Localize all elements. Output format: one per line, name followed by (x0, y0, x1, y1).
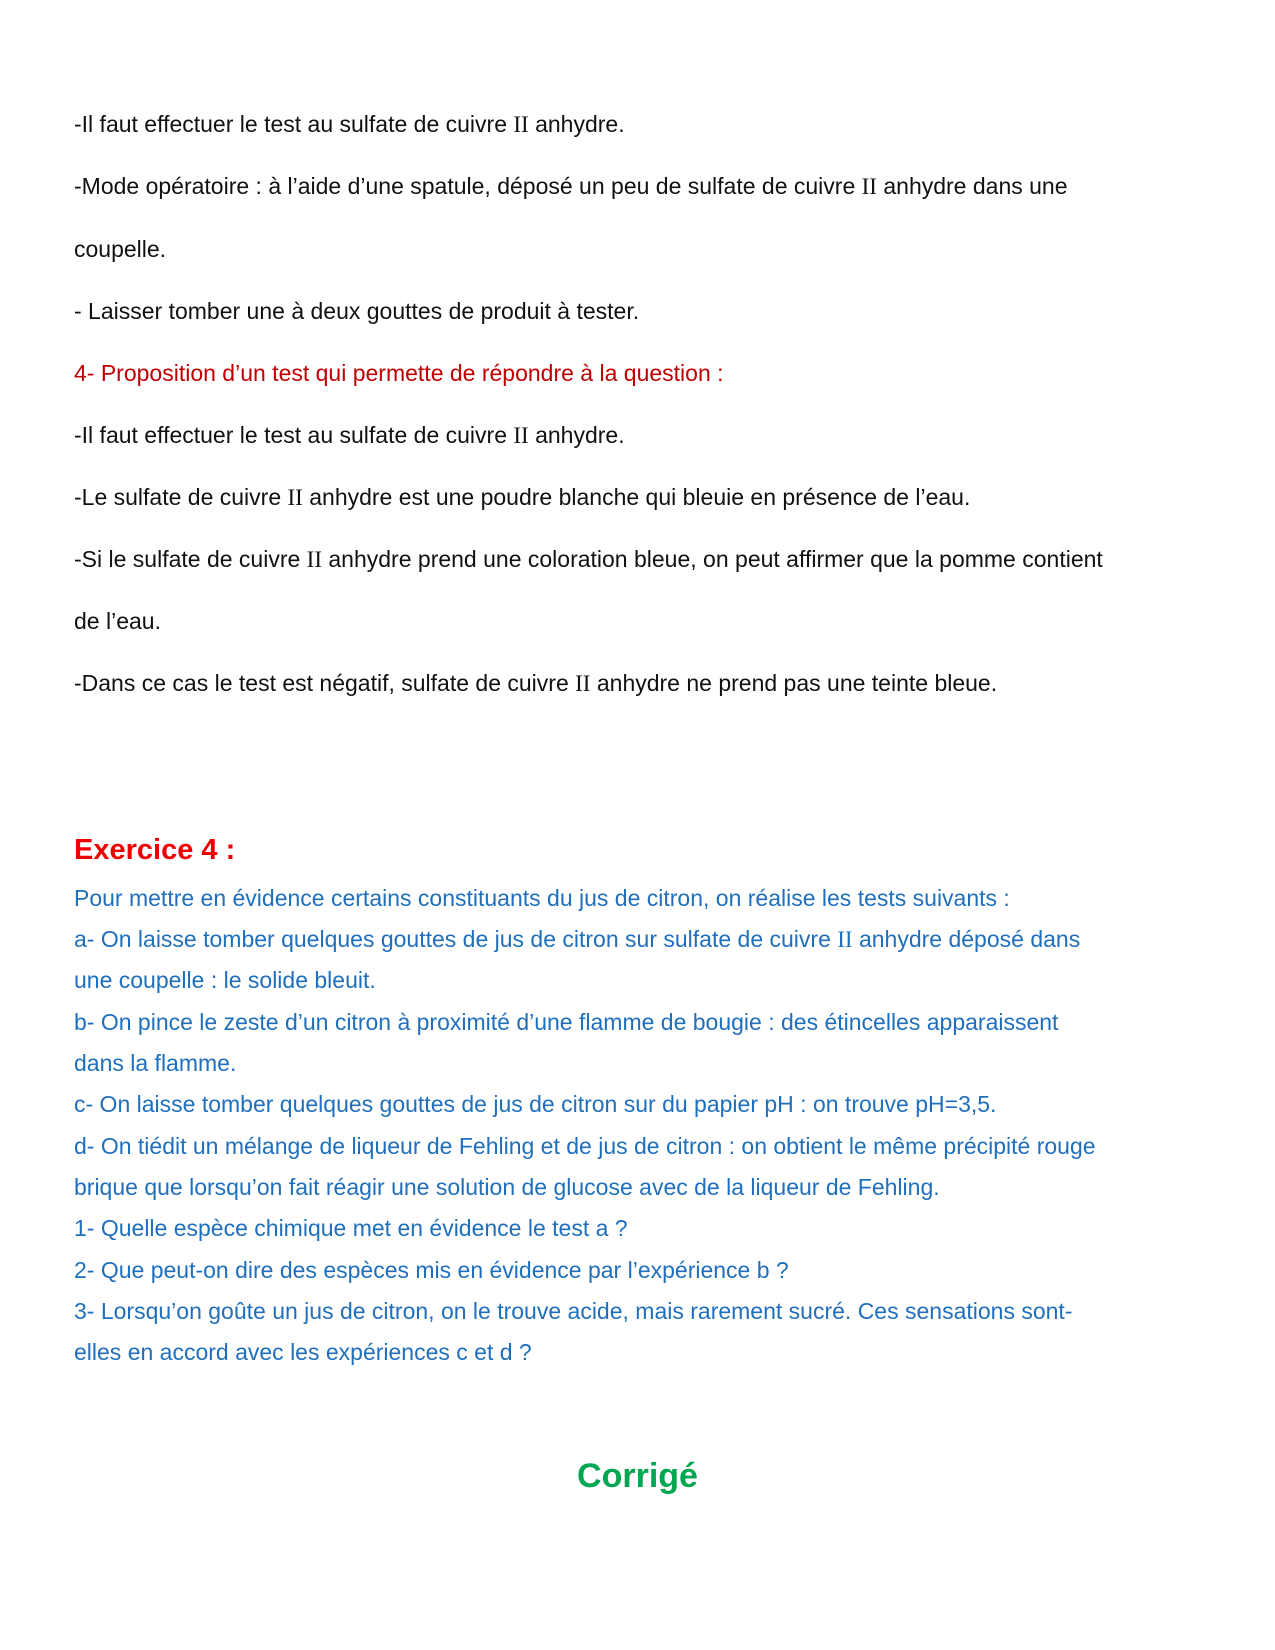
exercise-item-c: c- On laisse tomber quelques gouttes de jus de citron sur du papier pH : on trouve pH=3,5. (74, 1091, 997, 1117)
exercise-question-3-line2: elles en accord avec les expériences c et d ? (74, 1339, 532, 1365)
text-segment: -Le sulfate de cuivre (74, 484, 288, 510)
text-segment: anhydre déposé dans (852, 926, 1081, 952)
roman-numeral: II (287, 485, 303, 510)
exercise-item-d-line1: d- On tiédit un mélange de liqueur de Fehling et de jus de citron : on obtient le même précipité rouge (74, 1133, 1096, 1159)
exercise-item-b-line1: b- On pince le zeste d’un citron à proximité d’une flamme de bougie : des étincelles apparaissent (74, 1009, 1059, 1035)
text-line-coloration-bleue (74, 545, 1103, 574)
roman-numeral: II (306, 547, 322, 572)
exercise-item-d-line2: brique que lorsqu’on fait réagir une solution de glucose avec de la liqueur de Fehling. (74, 1174, 940, 1200)
text-segment: -Mode opératoire : à l’aide d’une spatule, déposé un peu de sulfate de cuivre (74, 173, 862, 199)
roman-numeral: II (861, 174, 877, 199)
text-line-test-sulfate-2 (74, 421, 625, 450)
text-segment: anhydre dans une (876, 173, 1068, 199)
text-segment: anhydre prend une coloration bleue, on peut affirmer que la pomme contient (322, 546, 1103, 572)
roman-numeral: II (513, 112, 529, 137)
text-segment: a- On laisse tomber quelques gouttes de jus de citron sur sulfate de cuivre (74, 926, 838, 952)
exercise-item-b-line2: dans la flamme. (74, 1050, 237, 1076)
text-segment: anhydre est une poudre blanche qui bleuie en présence de l’eau. (302, 484, 971, 510)
text-segment: anhydre ne prend pas une teinte bleue. (590, 670, 998, 696)
roman-numeral: II (837, 927, 853, 952)
text-segment: anhydre. (528, 111, 625, 137)
text-segment: -Il faut effectuer le test au sulfate de cuivre (74, 111, 514, 137)
text-line-test-sulfate (74, 110, 625, 139)
text-line-coupelle: coupelle. (74, 236, 167, 262)
text-segment: -Dans ce cas le test est négatif, sulfate de cuivre (74, 670, 576, 696)
text-line-laisser-tomber: - Laisser tomber une à deux gouttes de produit à tester. (74, 298, 640, 324)
exercise-question-3-line1: 3- Lorsqu’on goûte un jus de citron, on le trouve acide, mais rarement sucré. Ces sensations sont- (74, 1298, 1073, 1324)
text-segment: -Si le sulfate de cuivre (74, 546, 307, 572)
exercise-item-a-line2: une coupelle : le solide bleuit. (74, 967, 376, 993)
text-line-test-negatif (74, 669, 997, 698)
text-segment: anhydre. (528, 422, 625, 448)
exercise-question-1: 1- Quelle espèce chimique met en évidence le test a ? (74, 1215, 628, 1241)
text-line-mode-operatoire (74, 172, 1068, 201)
exercise-item-a-line1 (74, 925, 1080, 954)
exercise-title: Exercice 4 : (74, 834, 236, 866)
heading-proposition-test: 4- Proposition d’un test qui permette de répondre à la question : (74, 360, 724, 386)
roman-numeral: II (575, 671, 591, 696)
text-segment: -Il faut effectuer le test au sulfate de cuivre (74, 422, 514, 448)
exercise-question-2: 2- Que peut-on dire des espèces mis en évidence par l’expérience b ? (74, 1257, 789, 1283)
text-line-de-leau: de l’eau. (74, 608, 161, 634)
roman-numeral: II (513, 423, 529, 448)
corrige-heading: Corrigé (577, 1457, 698, 1495)
exercise-intro: Pour mettre en évidence certains constituants du jus de citron, on réalise les tests suivants : (74, 885, 1010, 911)
text-line-poudre-blanche (74, 483, 970, 512)
